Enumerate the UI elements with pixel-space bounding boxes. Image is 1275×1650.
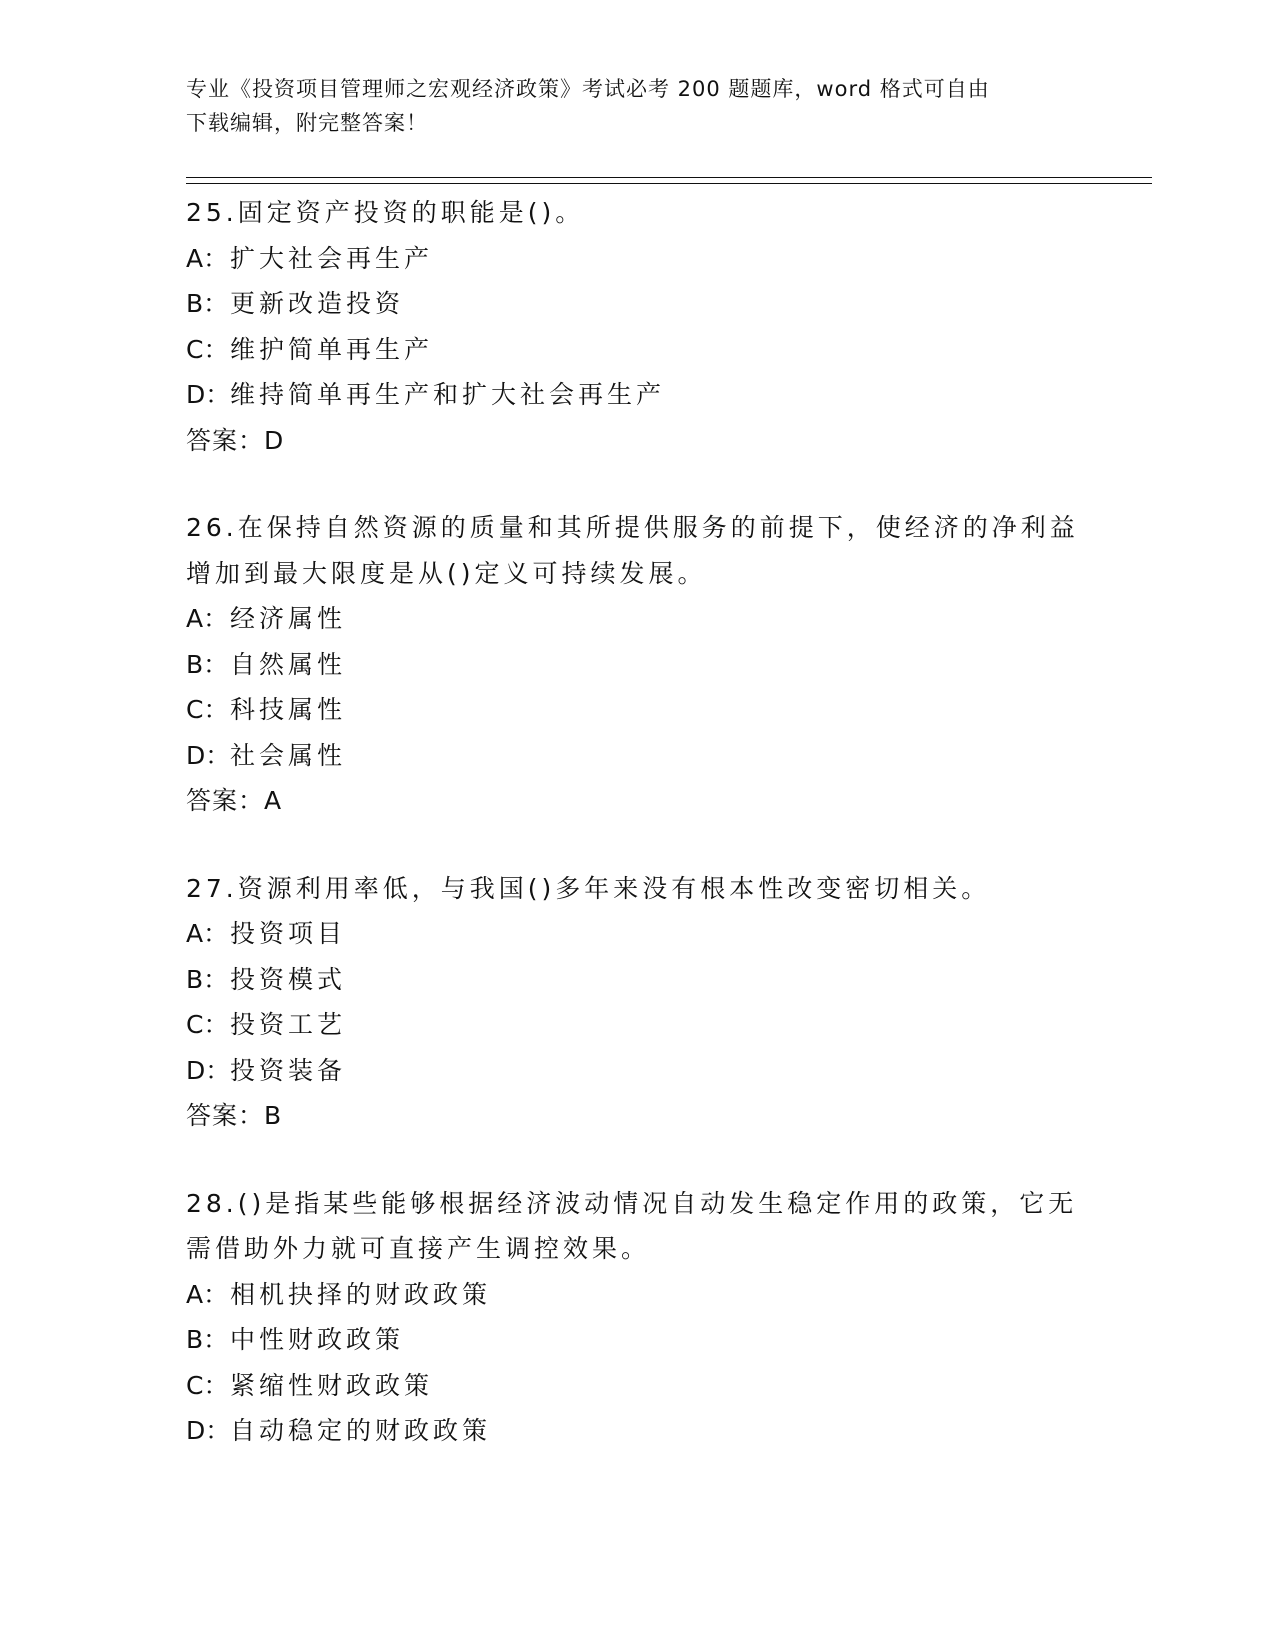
option-letter: C：: [186, 334, 229, 364]
question-stem-line: 27.资源利用率低，与我国()多年来没有根本性改变密切相关。: [186, 873, 991, 903]
option-letter: C：: [186, 695, 229, 724]
option-letter: A：: [186, 604, 229, 633]
answer-option: [186, 957, 1086, 1003]
document-header: [186, 72, 1086, 140]
option-text: 紧缩性财政政策: [230, 1370, 434, 1400]
answer-option: [186, 1408, 1086, 1454]
option-letter: A：: [186, 1279, 229, 1309]
option-letter: C：: [186, 1010, 229, 1039]
answer-key: 答案：B: [186, 1101, 283, 1130]
header-divider-top: [186, 177, 1152, 178]
option-letter: C：: [186, 1370, 229, 1400]
option-letter: B：: [186, 649, 229, 679]
option-letter: D：: [186, 380, 231, 409]
answer-option: [186, 733, 1086, 779]
option-text: 维持简单再生产和扩大社会再生产: [230, 380, 666, 409]
header-line-1: 专业《投资项目管理师之宏观经济政策》考试必考 200 题题库，word 格式可自由: [186, 77, 990, 101]
answer-option: [186, 911, 1086, 957]
option-letter: B：: [186, 289, 229, 318]
option-letter: B：: [186, 1325, 229, 1354]
question-stem-line: 26.在保持自然资源的质量和其所提供服务的前提下，使经济的净利益: [186, 513, 1079, 542]
question-block: [186, 1181, 1086, 1454]
question-stem-line: 需借助外力就可直接产生调控效果。: [186, 1234, 651, 1263]
question-list: [186, 190, 1086, 1496]
option-letter: A：: [186, 243, 229, 273]
answer-option: [186, 1272, 1086, 1318]
answer-option: [186, 236, 1086, 282]
option-letter: D：: [186, 1416, 231, 1445]
option-text: 相机抉择的财政政策: [230, 1279, 492, 1309]
option-letter: B：: [186, 964, 229, 994]
answer-option: [186, 1363, 1086, 1409]
option-text: 中性财政政策: [230, 1325, 405, 1354]
option-text: 投资装备: [230, 1055, 347, 1085]
option-text: 投资模式: [230, 964, 347, 994]
option-text: 社会属性: [230, 740, 347, 770]
option-letter: D：: [186, 1055, 231, 1085]
answer-option: [186, 327, 1086, 373]
answer-option: [186, 1002, 1086, 1048]
option-letter: A：: [186, 919, 229, 948]
answer-key: 答案：A: [186, 786, 283, 815]
answer-option: [186, 687, 1086, 733]
header-line-2: 下载编辑，附完整答案！: [186, 111, 428, 135]
option-text: 更新改造投资: [230, 289, 405, 318]
option-letter: D：: [186, 740, 231, 770]
answer-option: [186, 596, 1086, 642]
question-block: [186, 866, 1086, 1139]
answer-option: [186, 281, 1086, 327]
option-text: 投资项目: [230, 919, 347, 948]
question-stem-line: 28.()是指某些能够根据经济波动情况自动发生稳定作用的政策，它无: [186, 1188, 1078, 1218]
option-text: 自然属性: [230, 649, 347, 679]
question-block: [186, 190, 1086, 463]
question-stem-line: 25.固定资产投资的职能是()。: [186, 198, 585, 227]
answer-option: [186, 1317, 1086, 1363]
question-block: [186, 505, 1086, 824]
option-text: 维护简单再生产: [230, 334, 434, 364]
option-text: 经济属性: [230, 604, 347, 633]
answer-option: [186, 1048, 1086, 1094]
question-stem-line: 增加到最大限度是从()定义可持续发展。: [186, 558, 707, 588]
option-text: 自动稳定的财政政策: [230, 1416, 492, 1445]
answer-option: [186, 372, 1086, 418]
option-text: 投资工艺: [230, 1010, 347, 1039]
answer-key: 答案：D: [186, 425, 285, 455]
option-text: 科技属性: [230, 695, 347, 724]
option-text: 扩大社会再生产: [230, 243, 434, 273]
header-divider-bottom: [186, 183, 1152, 184]
answer-option: [186, 642, 1086, 688]
